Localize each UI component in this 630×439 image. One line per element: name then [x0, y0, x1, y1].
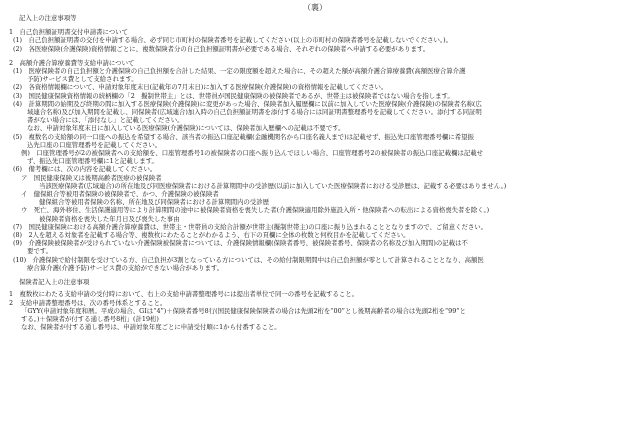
sub-item-detail: 当該医療保険者(広域連合)の所在地及び同医療保険者における計算期間中の受診歴(以前に加入していた医療保険者における受診歴は、記載する必要はありません。)	[39, 181, 507, 190]
list-item: (1) 医療保険者の自己負担額と介護保険の自己負担額を合計した結果、一定の限度額を超えた場合に、その超えた額が高額介護合算療養費(高額医療合算介護	[13, 67, 466, 76]
list-item-continuation: ず、振込先口座管理番号欄に1と記載します。	[27, 157, 158, 166]
insurer-note: 1 複数枚にわたる支給申請の受付時において、右上の支給申請書整理番号には提出者単位で同一の番号を記載すること。	[9, 290, 359, 299]
list-item-continuation: 書がない場合には、「添付なし」と記載してください。	[27, 116, 184, 125]
sub-item: イ 健保組合等被用者保険の被保険者で、かつ、介護保険の被保険者	[21, 190, 219, 199]
list-item: (10) 介護保険で給付制限を受けている方、自己負担が3割となっている方については、その給付制限期間中は自己負担額が零として計算されることとなり、高額医	[13, 255, 484, 264]
section-title-insurer-notes: 保険者記入上の注意事項	[19, 278, 90, 287]
list-item-note: なお、申請対象年度末日に加入している医療保険(介護保険)については、保険者加入歴欄への記載は不要です。	[27, 124, 345, 133]
sub-item: ア 国民健康保険又は後期高齢者医療の被保険者	[21, 173, 162, 182]
list-item-continuation: 療合算介護(介護予防)サービス費の支給ができない場合があります。	[27, 263, 224, 272]
list-item: (4) 計算期間の始期及び終期の間に加入する医療保険(介護保険)に変更があった場合、保険者加入履歴欄に以前に加入していた医療保険(介護保険)の保険者名称(広	[13, 99, 482, 108]
document-body	[9, 14, 625, 331]
section-title-filling-notes: 記入上の注意事項等	[19, 14, 77, 22]
insurer-note-detail: 「GYY(申請対象年度和暦。平成の場合、GIは“4”)＋保険者番号8行(国民健康保険保険者の場合は先頭2桁を“00”とし後期高齢者の場合は先頭2桁を“99”と	[21, 306, 466, 315]
list-item-example: 例) 口座管理番号が2の被保険者への支給額を、口座管理番号1の被保険者の口座へ振り込んでほしい場合、口座管理番号2の被保険者の振込口座記載欄は記載せ	[21, 149, 484, 158]
insurer-note: 2 支給申請書整理番号は、次の番号体系とすること。	[9, 298, 167, 307]
list-item: (6) 備考欄には、次の内容を記載してください。	[13, 165, 157, 174]
list-item: (9) 介護保険被保険者が受けられていない介護保険被保険者については、介護保険情報欄(保険者番号、被保険者番号、保険者の名称及び加入期間)の記載は不	[13, 239, 468, 248]
insurer-note-detail: なお、保険者が付する通し番号は、申請対象年度ごとに申請受付順に1から付番すること。	[21, 323, 281, 332]
list-item: (1) 自己負担額証明書の交付を申請する場合、必ず同じ市町村の保険者番号を記載してください(以上の市町村の保険者番号を記載しないでください。)。	[13, 36, 453, 45]
list-item-continuation: 要です。	[27, 247, 53, 256]
sub-item-detail: 健保組合等被用者保険の名称、所在地及び同保険者における計算期間内の受診歴	[39, 198, 270, 207]
list-item-continuation: 込先口座の口座管理番号を記載してください。	[27, 140, 162, 149]
list-item-continuation: 予防)サービス費として支給されます。	[27, 75, 138, 84]
list-item: (2) 各医療保険(介護保険)資格情報ごとに、複数保険者分の自己負担額証明書が必要である場合、それぞれの保険者へ申請する必要があります。	[13, 44, 430, 53]
list-item-continuation: 域連合名称)及び加入期間を記載し、同保険者(広域連合)加入時の自己負担額証明書を添付する場合には同証明書整理番号を記載してください。添付する同証明	[27, 108, 482, 117]
page-side-mark: （裏）	[303, 3, 327, 12]
insurer-note-detail: する。)＋保険者が付する通し番号8桁」(計19桁)	[21, 314, 159, 323]
sub-item: ウ 死亡、海外移住、生活保護適用等により計算期間の途中に被保険者資格を喪失した者(介護保険適用除外施設入所・他保険者への転出による資格喪失者を除く。)	[21, 206, 490, 215]
list-item: (7) 国民健康保険における高額介護合算療養費は、世帯主・世帯員の支給合計額が世帯主(擬制世帯主)の口座に振り込まれることとなりますので、ご留意ください。	[13, 222, 488, 231]
list-item: (2) 各資格情報欄について、申請対象年度末日(記載年の7月末日)に加入する医療保険(介護保険)の資格情報を記載してください。	[13, 83, 388, 92]
list-item: (5) 複数名の支給額の同一口座への振込を希望する場合、該当者の振込口座記載欄(金融機関名から口座名義人まで)は記載せず、振込先口座管理番号欄に希望振	[13, 132, 474, 141]
list-item: (3) 国民健康保険資格情報の続柄欄の「2 擬制世帯主」とは、世帯員が国民健康保険の被保険者であるが、世帯主は被保険者ではない場合を指します。	[13, 91, 454, 100]
heading-certificate-application: 1 自己負担額証明書交付申請書について	[9, 28, 128, 37]
sub-item-detail: 被保険者資格を喪失した年月日及び喪失した事由	[39, 214, 180, 223]
list-item: (8) 2人を超える対象者を記載する場合等、複数枚にわたることがわかるよう、右下の頁欄に全体の枚数と何枚目かを記載してください。	[13, 231, 410, 240]
heading-high-cost-application: 2 高額介護合算療養費等支給申請について	[9, 58, 135, 67]
